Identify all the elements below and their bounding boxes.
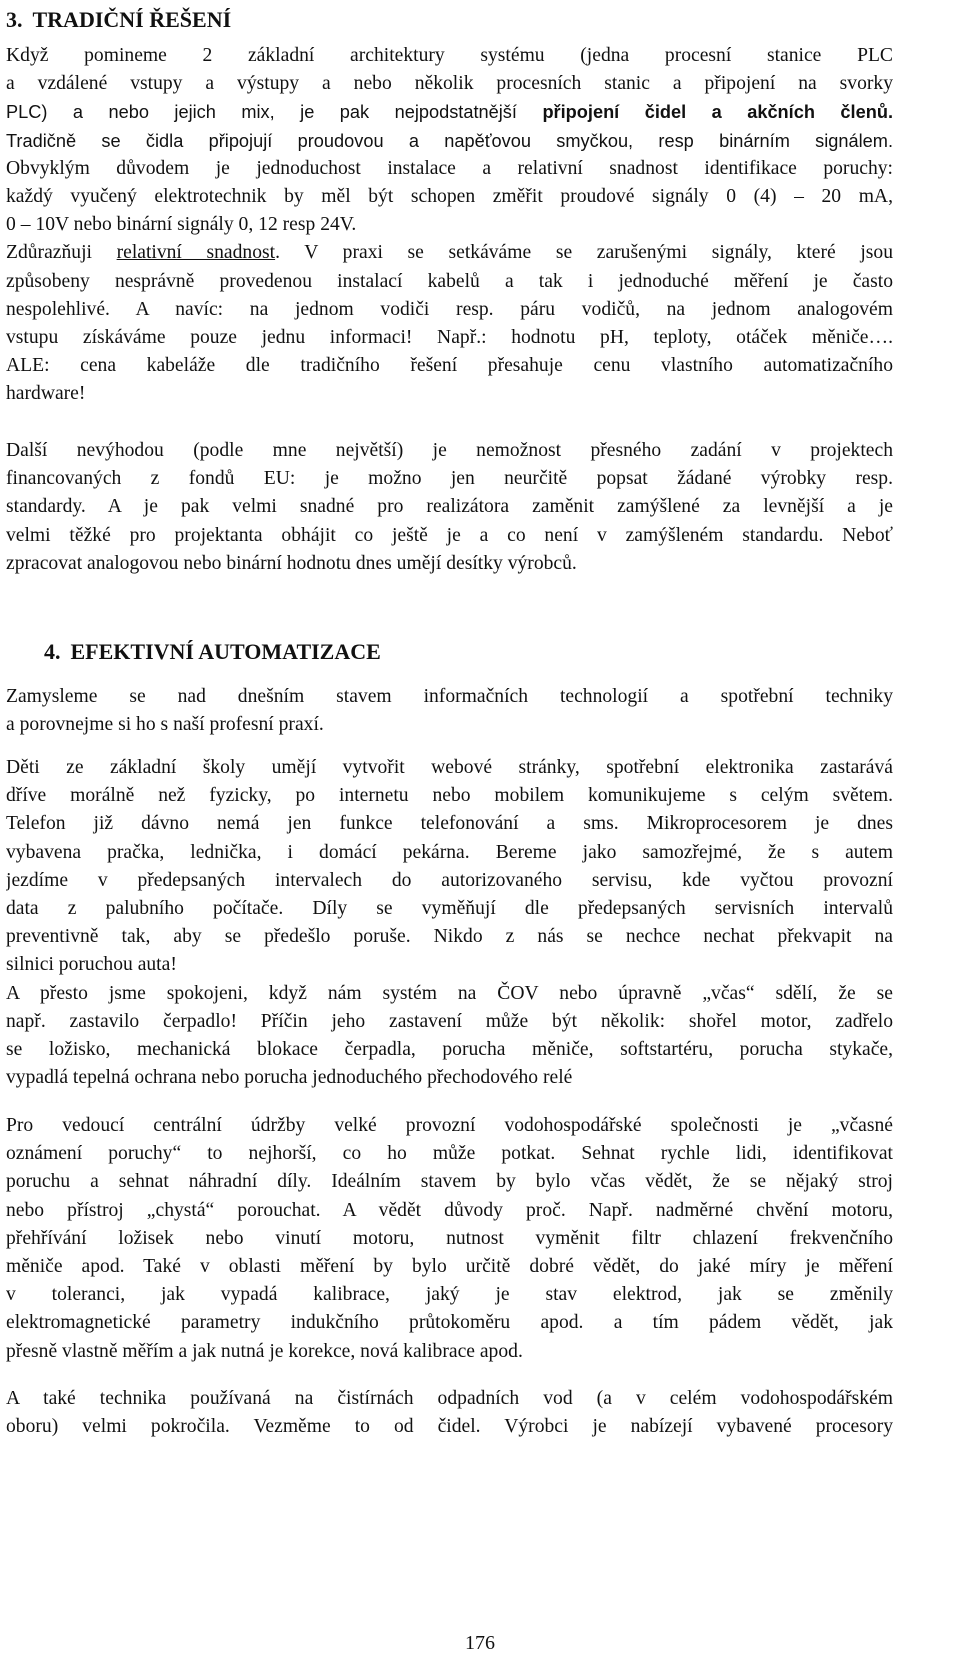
text-line <box>6 1168 893 1196</box>
text-line <box>6 465 893 493</box>
text-line <box>6 1338 893 1366</box>
section-4-paragraph-2 <box>6 754 893 1092</box>
section-3-paragraph-1 <box>6 42 893 408</box>
text-line <box>6 1385 893 1413</box>
text-run: nebo přístroj „chystá“ porouchat. A vědět důvody proč. Např. nadměrné chvění motoru, <box>6 1199 893 1221</box>
text-line <box>6 42 893 70</box>
text-run: v toleranci, jak vypadá kalibrace, jaký je stav elektrod, jak se změnily <box>6 1284 893 1306</box>
text-line <box>6 1225 893 1253</box>
section-4-heading <box>44 641 381 663</box>
text-line <box>6 1253 893 1281</box>
text-line <box>6 1112 893 1140</box>
section-3-paragraph-2 <box>6 437 893 578</box>
text-run: jezdíme v předepsaných intervalech do autorizovaného servisu, kde vyčtou provozní <box>6 869 893 891</box>
text-line <box>6 1281 893 1309</box>
section-number: 4. <box>44 639 61 664</box>
text-run: . <box>887 102 893 123</box>
text-run: způsobeny nesprávně provedenou instalací kabelů a tak i jednoduché měření je často <box>6 270 893 292</box>
section-3-heading <box>6 9 231 31</box>
text-line <box>6 1140 893 1168</box>
text-run: dříve morálně než fyzicky, po internetu nebo mobilem komunikujeme s celým světem. <box>6 785 893 807</box>
text-run: každý vyučený elektrotechnik by měl být schopen změřit proudové signály 0 (4) – 20 mA, <box>6 185 893 207</box>
text-line <box>6 1064 893 1092</box>
text-line <box>6 895 893 923</box>
text-line <box>6 683 893 711</box>
bold-text: připojení čidel a akčních členů <box>542 102 888 123</box>
text-run: silnici poruchou auta! <box>6 954 177 976</box>
text-run: Zamysleme se nad dnešním stavem informačních technologií a spotřební techniky <box>6 686 893 707</box>
text-line <box>6 324 893 352</box>
text-run: vstupu získáváme pouze jednu informaci! Např.: hodnotu pH, teploty, otáček měniče…. <box>6 326 893 348</box>
text-line <box>6 211 893 239</box>
text-run: vybavena pračka, lednička, i domácí pekárna. Bereme jako samozřejmé, že s autem <box>6 841 893 863</box>
text-line <box>6 754 893 782</box>
text-line <box>6 98 893 126</box>
text-line <box>6 1008 893 1036</box>
text-run: Další nevýhodou (podle mne největší) je nemožnost přesného zadání v projektech <box>6 440 893 461</box>
text-run: Obvyklým důvodem je jednoduchost instalace a relativní snadnost identifikace poruchy: <box>6 157 893 179</box>
text-line <box>6 711 893 739</box>
text-run: . V praxi se setkáváme se zarušenými signály, které jsou <box>275 242 893 264</box>
text-run: přesně vlastně měřím a jak nutná je korekce, nová kalibrace apod. <box>6 1340 523 1362</box>
underlined-text: relativní snadnost <box>116 242 276 264</box>
text-line <box>6 296 893 324</box>
text-run: data z palubního počítače. Díly se vyměňují dle předepsaných servisních intervalů <box>6 897 893 919</box>
text-run: a porovnejme si ho s naší profesní praxí. <box>6 714 324 736</box>
section-4-paragraph-4 <box>6 1385 893 1441</box>
text-run: přehřívání ložisek nebo vinutí motoru, nutnost vyměnit filtr chlazení frekvenčního <box>6 1227 893 1249</box>
text-run: Když pomineme 2 základní architektury systému (jedna procesní stanice PLC <box>6 45 893 66</box>
section-4-paragraph-3 <box>6 1112 893 1366</box>
text-run: A také technika používaná na čistírnách odpadních vod (a v celém vodohospodářském <box>6 1388 893 1409</box>
text-line <box>6 493 893 521</box>
text-run: standardy. A je pak velmi snadné pro realizátora zaměnit zamýšlené za levnější a je <box>6 496 893 518</box>
text-line <box>6 239 893 267</box>
text-line <box>6 352 893 380</box>
text-line <box>6 380 893 408</box>
section-number: 3. <box>6 7 23 32</box>
text-line <box>6 550 893 578</box>
text-line <box>6 522 893 550</box>
text-run: se ložisko, mechanická blokace čerpadla, porucha měniče, softstartéru, porucha stykače, <box>6 1038 893 1060</box>
text-line <box>6 183 893 211</box>
text-run: hardware! <box>6 383 86 405</box>
text-run: a vzdálené vstupy a výstupy a nebo několik procesních stanic a připojení na svorky <box>6 73 893 95</box>
text-run: Tradičně se čidla připojují proudovou a napěťovou smyčkou, resp binárním signálem. <box>6 130 893 151</box>
text-line <box>6 1197 893 1225</box>
text-line <box>6 810 893 838</box>
section-title: EFEKTIVNÍ AUTOMATIZACE <box>70 639 381 664</box>
text-line <box>6 127 893 155</box>
text-run: PLC) a nebo jejich mix, je pak nejpodstatnější <box>6 102 543 123</box>
text-run: Děti ze základní školy umějí vytvořit webové stránky, spotřební elektronika zastarává <box>6 757 893 778</box>
section-title: TRADIČNÍ ŘEŠENÍ <box>32 7 232 32</box>
text-run: např. zastavilo čerpadlo! Příčin jeho zastavení může být několik: shořel motor, zadřelo <box>6 1010 893 1032</box>
text-run: financovaných z fondů EU: je možno jen neurčitě popsat žádané výrobky resp. <box>6 468 893 490</box>
text-line <box>6 268 893 296</box>
text-line <box>6 923 893 951</box>
text-run: měniče apod. Také v oblasti měření by bylo určitě dobré vědět, do jaké míry je měření <box>6 1255 893 1277</box>
text-line <box>6 437 893 465</box>
text-line <box>6 1309 893 1337</box>
text-run: poruchu a sehnat náhradní díly. Ideálním stavem by bylo včas vědět, že se nějaký stroj <box>6 1171 893 1193</box>
text-run: preventivně tak, aby se předešlo poruše. Nikdo z nás se nechce nechat překvapit na <box>6 926 893 948</box>
text-line <box>6 867 893 895</box>
text-run: zpracovat analogovou nebo binární hodnotu dnes umějí desítky výrobců. <box>6 552 577 574</box>
text-run: A přesto jsme spokojeni, když nám systém na ČOV nebo úpravně „včas“ sdělí, že se <box>6 982 893 1004</box>
text-line <box>6 155 893 183</box>
text-run: Telefon již dávno nemá jen funkce telefonování a sms. Mikroprocesorem je dnes <box>6 813 893 835</box>
text-line <box>6 951 893 979</box>
text-run: nespolehlivé. A navíc: na jednom vodiči resp. páru vodičů, na jednom analogovém <box>6 298 893 320</box>
text-line <box>6 1036 893 1064</box>
section-4-paragraph-1 <box>6 683 893 739</box>
text-line <box>6 70 893 98</box>
page-number: 176 <box>465 1632 495 1654</box>
text-run: vypadlá tepelná ochrana nebo porucha jednoduchého přechodového relé <box>6 1067 573 1089</box>
text-run: Pro vedoucí centrální údržby velké provozní vodohospodářské společnosti je „včasné <box>6 1115 893 1136</box>
text-line <box>6 1413 893 1441</box>
text-run: elektromagnetické parametry indukčního průtokoměru apod. a tím pádem vědět, jak <box>6 1312 893 1334</box>
text-run: Zdůrazňuji <box>6 242 117 264</box>
text-run: velmi těžké pro projektanta obhájit co ještě je a co není v zamýšleném standardu. Neboť <box>6 524 893 546</box>
text-line <box>6 839 893 867</box>
text-run: oznámení poruchy“ to nejhorší, co ho může potkat. Sehnat rychle lidi, identifikovat <box>6 1143 893 1165</box>
text-line <box>6 782 893 810</box>
text-run: 0 – 10V nebo binární signály 0, 12 resp 24V. <box>6 214 357 236</box>
text-run: ALE: cena kabeláže dle tradičního řešení přesahuje cenu vlastního automatizačního <box>6 355 893 377</box>
text-line <box>6 980 893 1008</box>
text-run: oboru) velmi pokročila. Vezměme to od čidel. Výrobci je nabízejí vybavené procesory <box>6 1416 893 1438</box>
